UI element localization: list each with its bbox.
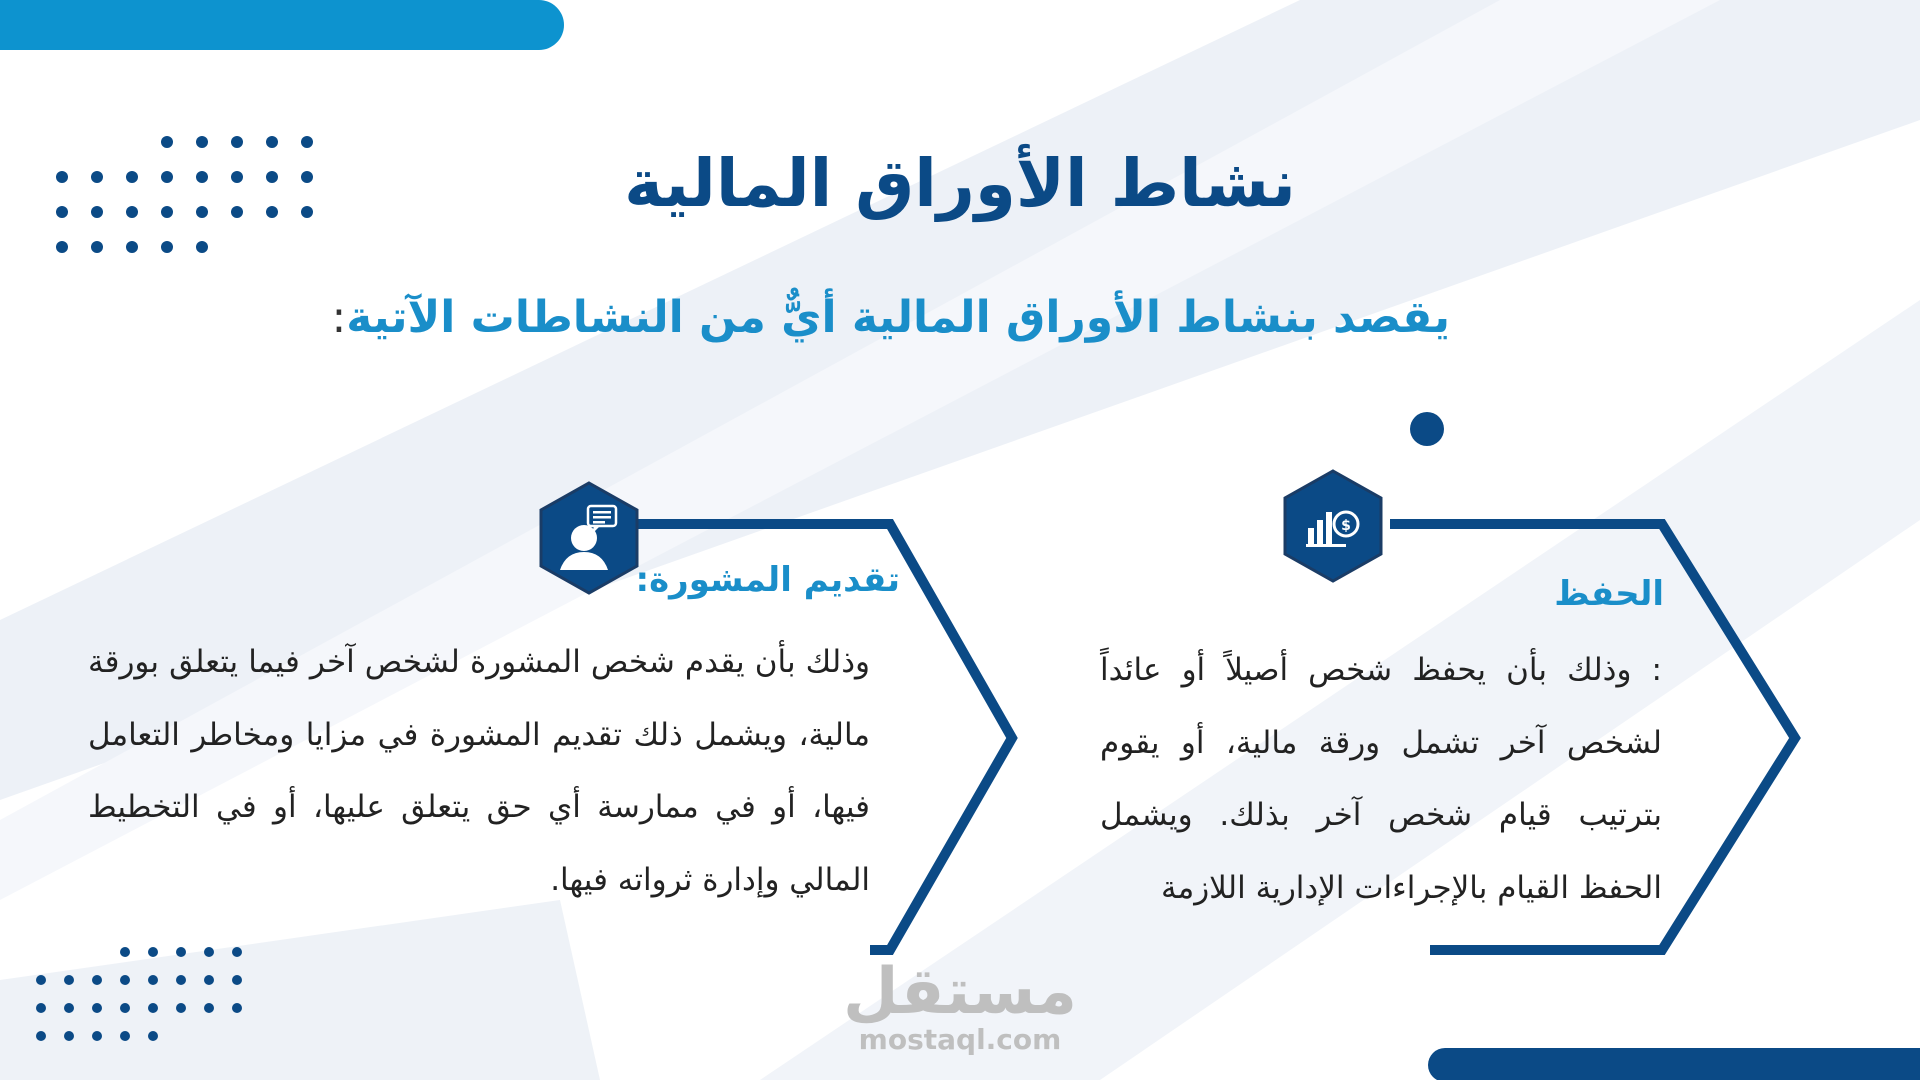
watermark-latin: mostaql.com <box>858 1023 1062 1056</box>
subtitle-colon: : <box>331 292 347 343</box>
card-text-custody: : وذلك بأن يحفظ شخص أصيلاً أو عائداً لشخص آخر تشمل ورقة مالية، أو يقوم بترتيب قيام شخص آخر بذلك. ويشمل الحفظ القيام بالإجراءات الإدارية اللازمة <box>1100 652 1662 906</box>
advisor-speech-icon <box>536 480 642 596</box>
svg-text:$: $ <box>1341 518 1351 534</box>
card-title-custody: الحفظ <box>1554 574 1664 614</box>
card-text-advice: وذلك بأن يقدم شخص المشورة لشخص آخر فيما يتعلق بورقة مالية، ويشمل ذلك تقديم المشورة في مزايا ومخاطر التعامل فيها، أو في ممارسة أي حق يتعلق عليها، أو في التخطيط المالي وإدارة ثرواته فيها. <box>88 644 870 898</box>
watermark-arabic: مستقل <box>842 955 1078 1029</box>
card-title-advice: تقديم المشورة: <box>635 560 900 600</box>
subtitle-text: يقصد بنشاط الأوراق المالية أيٌّ من النشاطات الآتية <box>346 292 1450 343</box>
page-title: نشاط الأوراق المالية <box>624 145 1296 222</box>
watermark <box>840 955 1080 1056</box>
chart-coin-icon <box>1280 468 1386 584</box>
